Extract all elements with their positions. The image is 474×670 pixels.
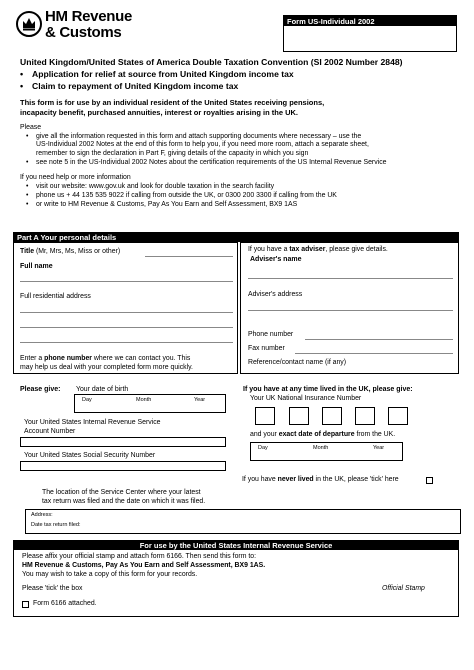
- part-a-header: Part A Your personal details: [13, 232, 459, 242]
- ni-box-3[interactable]: [322, 407, 342, 425]
- form-id-box: [283, 15, 457, 52]
- please-label: Please: [20, 124, 42, 131]
- service-center-label-1: The location of the Service Center where your latest: [42, 489, 201, 496]
- instruction-1-line-3: remember to sign the declaration in Part F, giving details of the capacity in which you sign: [36, 150, 309, 157]
- irs-instruction-3: You may wish to take a copy of this form for your records.: [22, 571, 198, 578]
- title-input[interactable]: [145, 256, 233, 257]
- adviser-intro-a: If you have a: [248, 246, 290, 253]
- irs-instruction-2: HM Revenue & Customs, Pay As You Earn and Self Assessment, BX9 1AS.: [22, 562, 266, 569]
- adviser-name-input[interactable]: [248, 278, 453, 279]
- adviser-intro-b: tax adviser: [289, 246, 326, 253]
- adviser-address-input[interactable]: [248, 310, 453, 311]
- date-filed-label: Date tax return filed:: [31, 522, 81, 528]
- tick-box-instruction: Please 'tick' the box: [22, 585, 83, 592]
- full-name-label: Full name: [20, 263, 53, 270]
- adviser-intro: [248, 246, 388, 253]
- dob-day-label: Day: [82, 397, 92, 403]
- ni-number-label: Your UK National Insurance Number: [250, 395, 362, 402]
- dob-label: Your date of birth: [76, 386, 129, 393]
- hmrc-logo-text: [45, 9, 132, 41]
- departure-text-b: exact date of departure: [278, 431, 355, 438]
- official-stamp-label: Official Stamp: [382, 585, 425, 592]
- logo-line-2: & Customs: [45, 24, 122, 41]
- phone-text-a: Enter a: [20, 355, 45, 362]
- title-label: Title: [20, 248, 35, 255]
- never-text-c: in the UK, please 'tick' here: [313, 476, 399, 483]
- phone-instruction-line-1: [20, 355, 190, 362]
- form-6166-label: Form 6166 attached.: [33, 600, 97, 607]
- departure-day-label: Day: [258, 445, 268, 451]
- title-hint: (Mr, Mrs, Ms, Miss or other): [34, 248, 121, 255]
- crest-icon: [16, 11, 42, 37]
- never-text-a: If you have: [242, 476, 278, 483]
- title-field-label: [20, 248, 120, 255]
- form-id-label: Form US-Individual 2002: [284, 16, 456, 26]
- phone-text-c: where we can contact you. This: [92, 355, 191, 362]
- phone-instruction-line-2: may help us deal with your completed form more quickly.: [20, 364, 193, 371]
- irs-account-label-1: Your United States Internal Revenue Service: [24, 419, 161, 426]
- form-6166-checkbox[interactable]: [22, 601, 29, 608]
- departure-text-a: and your: [250, 431, 279, 438]
- ni-box-5[interactable]: [388, 407, 408, 425]
- never-lived-label: [242, 476, 399, 483]
- uk-lived-label: If you have at any time lived in the UK, please give:: [243, 386, 413, 393]
- purpose-repayment: • Claim to repayment of United Kingdom income tax: [32, 81, 238, 91]
- fax-number-label: Fax number: [248, 345, 285, 352]
- departure-text-c: from the UK.: [354, 431, 396, 438]
- ni-box-4[interactable]: [355, 407, 375, 425]
- irs-instruction-1: Please affix your official stamp and attach form 6166. Then send this form to:: [22, 553, 257, 560]
- reference-label: Reference/contact name (if any): [248, 359, 347, 366]
- instruction-1-line-2: US-Individual 2002 Notes at the end of this form to help you, if you need more room, attach a separate sheet,: [36, 141, 369, 148]
- help-phone: • phone us + 44 135 535 9022 if calling from outside the UK, or 0300 200 3300 if calling from the UK: [36, 192, 337, 199]
- intro-line-1: This form is for use by an individual resident of the United States receiving pensions,: [20, 98, 325, 107]
- dob-year-label: Year: [194, 397, 206, 403]
- ni-box-2[interactable]: [289, 407, 309, 425]
- ni-box-1[interactable]: [255, 407, 275, 425]
- logo-line-1: HM Revenue: [45, 8, 133, 25]
- please-give-label: Please give:: [20, 386, 61, 393]
- adviser-address-label: Adviser's address: [248, 291, 303, 298]
- ssn-label: Your United States Social Security Number: [24, 452, 156, 459]
- ssn-input[interactable]: [20, 461, 226, 471]
- irs-account-input[interactable]: [20, 437, 226, 447]
- irs-section-header: For use by the United States Internal Revenue Service: [13, 540, 459, 550]
- address-input-line-2[interactable]: [20, 327, 233, 328]
- instruction-2: • see note 5 in the US-Individual 2002 Notes about the certification requirements of the US Internal Revenue Service: [36, 159, 386, 166]
- adviser-name-label: Adviser's name: [250, 256, 302, 263]
- service-center-box[interactable]: [25, 509, 461, 534]
- phone-number-input[interactable]: [305, 339, 453, 340]
- form-title: United Kingdom/United States of America Double Taxation Convention (SI 2002 Number 2848): [20, 57, 403, 67]
- help-write: • or write to HM Revenue & Customs, Pay As You Earn and Self Assessment, BX9 1AS: [36, 201, 297, 208]
- help-website: • visit our website: www.gov.uk and look for double taxation in the search facility: [36, 183, 274, 190]
- full-name-input[interactable]: [20, 281, 233, 282]
- irs-account-label-2: Account Number: [24, 428, 76, 435]
- departure-label: [250, 431, 395, 438]
- phone-text-b: phone number: [44, 355, 92, 362]
- service-center-label-2: tax return was filed and the date on which it was filed.: [42, 498, 206, 505]
- departure-month-label: Month: [313, 445, 329, 451]
- fax-number-input[interactable]: [295, 353, 453, 354]
- departure-year-label: Year: [373, 445, 385, 451]
- never-lived-checkbox[interactable]: [426, 477, 433, 484]
- intro-line-2: incapacity benefit, purchased annuities, interest or royalties arising in the UK.: [20, 108, 298, 117]
- adviser-intro-c: , please give details.: [325, 246, 388, 253]
- service-address-label: Address:: [31, 512, 53, 518]
- residential-label: Full residential address: [20, 293, 91, 300]
- purpose-relief: • Application for relief at source from United Kingdom income tax: [32, 69, 294, 79]
- address-input-line-3[interactable]: [20, 342, 233, 343]
- help-heading: If you need help or more information: [20, 174, 131, 181]
- phone-number-label: Phone number: [248, 331, 294, 338]
- dob-month-label: Month: [136, 397, 152, 403]
- never-text-b: never lived: [277, 476, 314, 483]
- address-input-line-1[interactable]: [20, 312, 233, 313]
- instruction-1-line-1: • give all the information requested in this form and attach supporting documents where necessary – use the: [36, 133, 361, 140]
